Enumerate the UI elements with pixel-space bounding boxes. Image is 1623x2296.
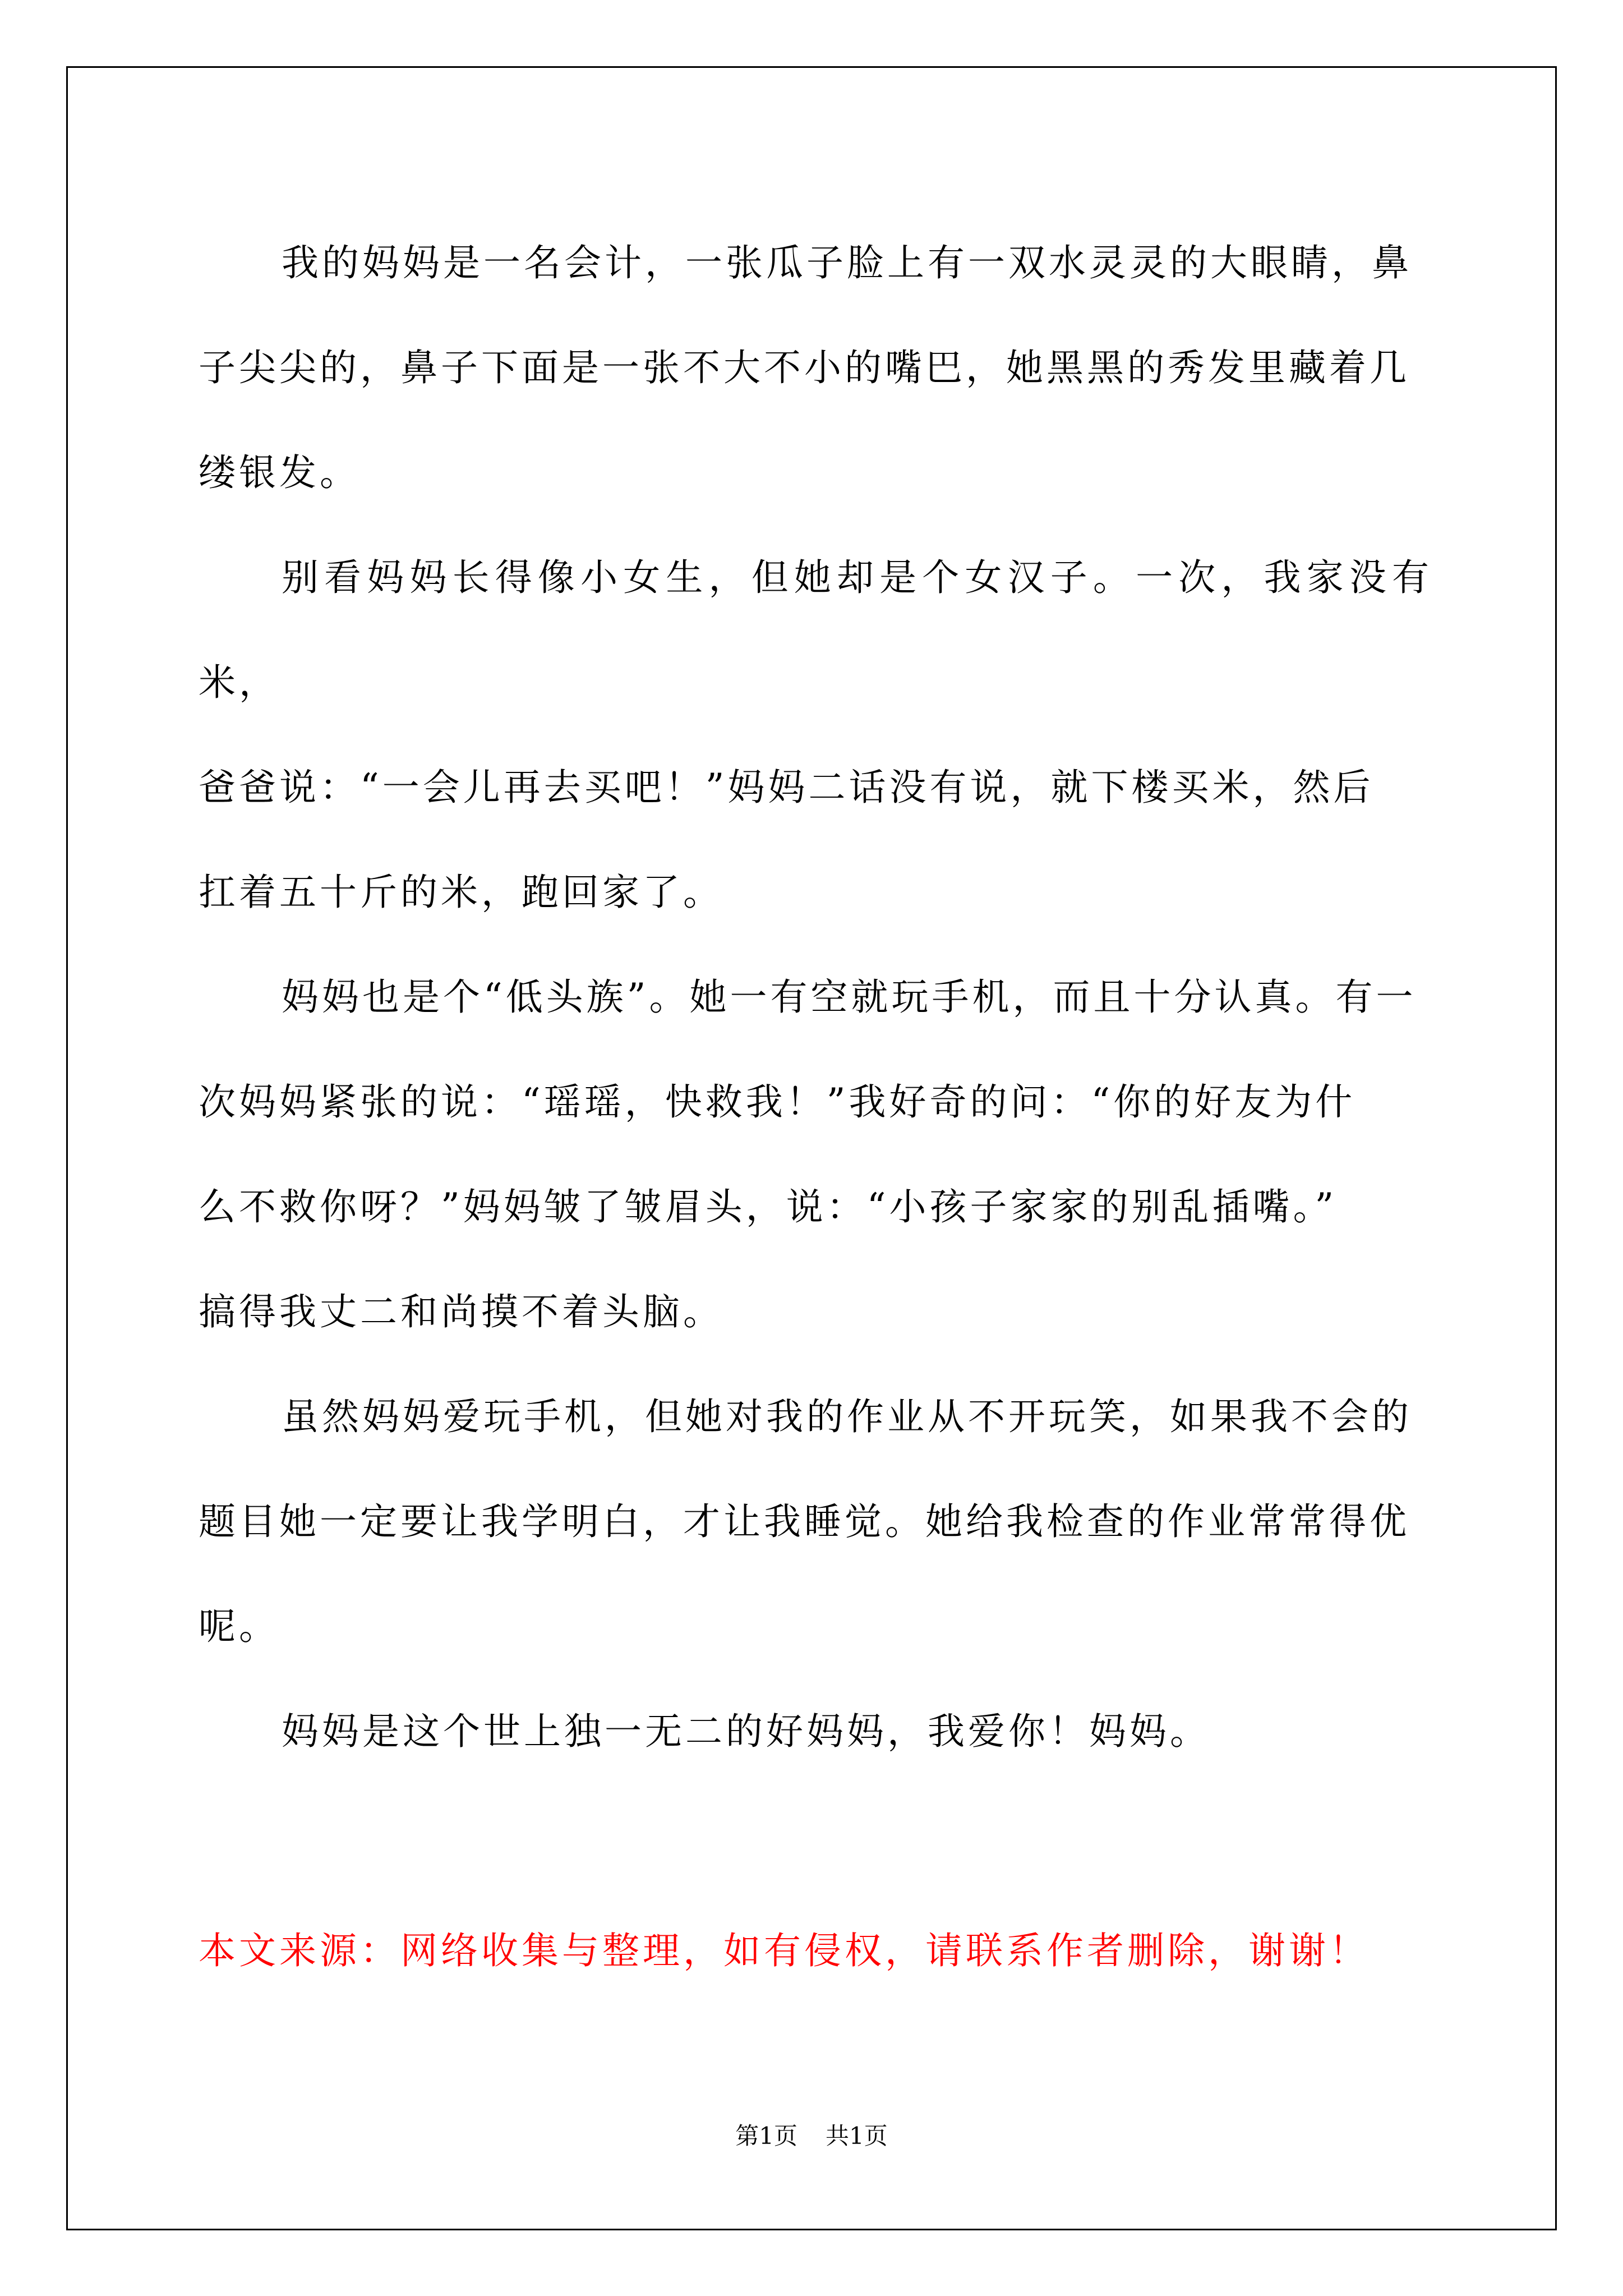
paragraph-1: 我的妈妈是一名会计，一张瓜子脸上有一双水灵灵的大眼睛，鼻 子尖尖的，鼻子下面是一张不大不小的嘴巴，她黑黑的秀发里藏着几 缕银发。	[199, 241, 1412, 494]
page-footer	[0, 2119, 1623, 2153]
paragraph-2: 别看妈妈长得像小女生，但她却是个女汉子。一次，我家没有米， 爸爸说：“一会儿再去买吧！”妈妈二话没有说，就下楼买米，然后 扛着五十斤的米，跑回家了。	[199, 556, 1432, 914]
paragraph-4: 虽然妈妈爱玩手机，但她对我的作业从不开玩笑，如果我不会的 题目她一定要让我学明白，才让我睡觉。她给我检查的作业常常得优 呢。	[199, 1395, 1412, 1648]
document-body	[199, 210, 1432, 1784]
paragraph-3: 妈妈也是个“低头族”。她一有空就玩手机，而且十分认真。有一 次妈妈紧张的说：“瑶瑶，快救我！”我好奇的问：“你的好友为什 么不救你呀？”妈妈皱了皱眉头，说：“小孩子家家的别乱插嘴。” 搞得我丈二和尚摸不着头脑。	[199, 976, 1417, 1333]
paragraph-5: 妈妈是这个世上独一无二的好妈妈，我爱你！妈妈。	[282, 1710, 1210, 1753]
page-number-total: 共1页	[826, 2122, 888, 2150]
page-number-current: 第1页	[735, 2122, 797, 2150]
source-note: 本文来源：网络收集与整理，如有侵权，请联系作者删除，谢谢！	[199, 1929, 1370, 1972]
